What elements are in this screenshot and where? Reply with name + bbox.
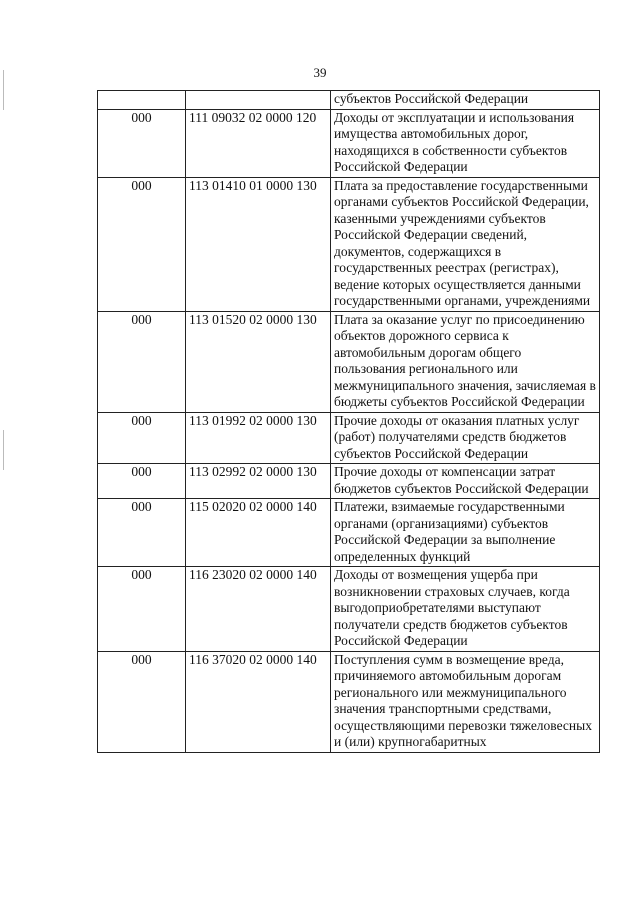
description-cell: Поступления сумм в возмещение вреда, причиняемого автомобильным дорогам регионального или межмуниципального значения транспортными средствами, осуществляющими перевозки тяжеловесных и (или) крупногабаритных bbox=[331, 651, 600, 752]
description-cell: Доходы от эксплуатации и использования имущества автомобильных дорог, находящихся в собственности субъектов Российской Федерации bbox=[331, 109, 600, 177]
admin-code-cell: 000 bbox=[98, 109, 186, 177]
admin-code-cell: 000 bbox=[98, 651, 186, 752]
description-cell: Доходы от возмещения ущерба при возникновении страховых случаев, когда выгодоприобретателями выступают получатели средств бюджетов субъектов Российской Федерации bbox=[331, 567, 600, 652]
revenue-code-cell: 113 02992 02 0000 130 bbox=[186, 464, 331, 499]
table-row bbox=[98, 567, 600, 652]
scan-edge-mark bbox=[3, 430, 4, 470]
budget-revenue-table bbox=[97, 90, 600, 753]
revenue-code-cell bbox=[186, 91, 331, 110]
revenue-code-cell: 113 01520 02 0000 130 bbox=[186, 311, 331, 412]
revenue-code-cell: 113 01410 01 0000 130 bbox=[186, 177, 331, 311]
description-cell: Платежи, взимаемые государственными органами (организациями) субъектов Российской Федерации за выполнение определенных функций bbox=[331, 499, 600, 567]
description-cell: Прочие доходы от оказания платных услуг (работ) получателями средств бюджетов субъектов Российской Федерации bbox=[331, 412, 600, 464]
table-row bbox=[98, 464, 600, 499]
page-number: 39 bbox=[313, 65, 327, 80]
admin-code-cell: 000 bbox=[98, 567, 186, 652]
revenue-code-cell: 111 09032 02 0000 120 bbox=[186, 109, 331, 177]
table-row bbox=[98, 91, 600, 110]
description-cell: Прочие доходы от компенсации затрат бюджетов субъектов Российской Федерации bbox=[331, 464, 600, 499]
table-row bbox=[98, 499, 600, 567]
admin-code-cell bbox=[98, 91, 186, 110]
table-row bbox=[98, 412, 600, 464]
description-cell: Плата за оказание услуг по присоединению объектов дорожного сервиса к автомобильным дорогам общего пользования регионального или межмуниципального значения, зачисляемая в бюджеты субъектов Российской Федерации bbox=[331, 311, 600, 412]
table-row bbox=[98, 311, 600, 412]
revenue-code-cell: 115 02020 02 0000 140 bbox=[186, 499, 331, 567]
table-row bbox=[98, 651, 600, 752]
admin-code-cell: 000 bbox=[98, 464, 186, 499]
revenue-code-cell: 113 01992 02 0000 130 bbox=[186, 412, 331, 464]
description-cell: Плата за предоставление государственными органами субъектов Российской Федерации, казенными учреждениями субъектов Российской Федерации сведений, документов, содержащихся в государственных реестрах (регистрах), ведение которых осуществляется данными государственными органами, учреждениями bbox=[331, 177, 600, 311]
description-cell: субъектов Российской Федерации bbox=[331, 91, 600, 110]
admin-code-cell: 000 bbox=[98, 412, 186, 464]
admin-code-cell: 000 bbox=[98, 177, 186, 311]
revenue-code-cell: 116 37020 02 0000 140 bbox=[186, 651, 331, 752]
table-row bbox=[98, 109, 600, 177]
revenue-code-cell: 116 23020 02 0000 140 bbox=[186, 567, 331, 652]
admin-code-cell: 000 bbox=[98, 311, 186, 412]
admin-code-cell: 000 bbox=[98, 499, 186, 567]
table-row bbox=[98, 177, 600, 311]
